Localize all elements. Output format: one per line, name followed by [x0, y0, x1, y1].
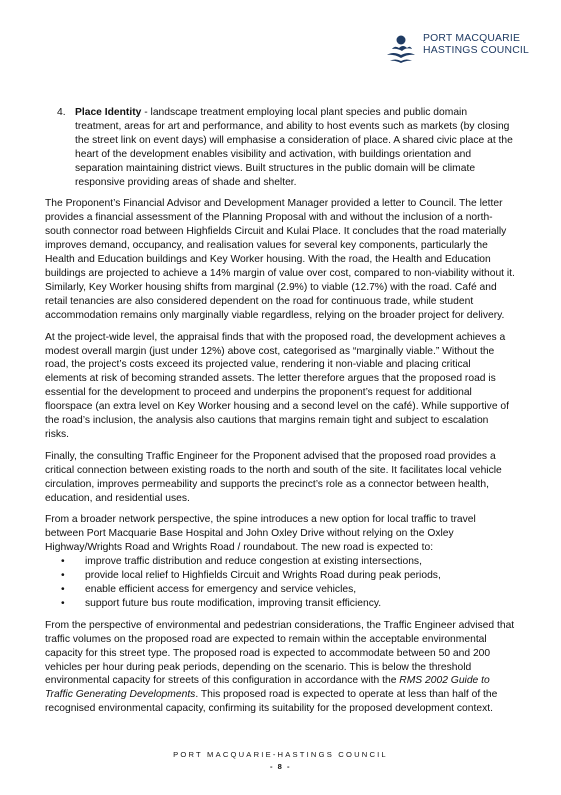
bullet-icon: •: [61, 584, 65, 595]
list-item: • improve traffic distribution and reduce congestion at existing intersections,: [61, 556, 422, 568]
expected-outcomes-list: [45, 555, 515, 611]
list-item: • support future bus route modification, improving transit efficiency.: [61, 597, 382, 609]
item-text: - landscape treatment employing local plant species and public domain treatment, areas for art and performance, and ability to host events such as markets (by closing the street link on event days) will emphasise a consideration of place. A shared civic place at the heart of the development enables visibility and activation, with buildings orientation and separation maintaining district views. Built structures in the public domain will be climate responsive providing areas of shade and shelter.: [75, 107, 513, 188]
logo-line-2: HASTINGS COUNCIL: [423, 45, 529, 56]
list-item: • provide local relief to Highfields Circuit and Wrights Road during peak periods,: [61, 570, 441, 582]
bullet-icon: •: [61, 556, 65, 568]
item-title: Place Identity: [75, 107, 142, 118]
page-footer: [0, 749, 561, 773]
council-logo: [383, 29, 533, 71]
logo-line-1: PORT MACQUARIE: [423, 33, 521, 44]
paragraph-traffic-engineer: Finally, the consulting Traffic Engineer for the Proponent advised that the proposed road provides a critical connection between existing roads to the north and south of the site. It facilitates local vehicle circulation, improves permeability and supports the precinct’s role as a connector between health, education, and residential uses.: [45, 450, 502, 504]
footer-org: PORT MACQUARIE-HASTINGS COUNCIL: [173, 750, 388, 759]
paragraph-environmental: From the perspective of environmental and pedestrian considerations, the Traffic Engineer advised that traffic volumes on the proposed road are expected to remain within the acceptable environmental capacity for this street type. The proposed road is expected to accommodate between 50 and 200 vehicles per hour during peak periods, depending on the scenario. This is below the threshold environmental capacity for streets of this configuration in accordance with the RMS 2002 Guide to Traffic Generating Developments. This proposed road is expected to operate at less than half of the recognised environmental capacity, confirming its suitability for the proposed development context.: [45, 619, 515, 715]
document-body: [45, 106, 515, 724]
page-number: - 8 -: [269, 762, 291, 771]
item-number: 4.: [57, 107, 66, 118]
bullet-icon: •: [61, 597, 65, 609]
council-logo-icon: [383, 31, 419, 67]
paragraph-financial-letter: The Proponent’s Financial Advisor and Development Manager provided a letter to Council. The letter provides a financial assessment of the Planning Proposal with and without the inclusion of a north-south connector road between Highfields Circuit and Kulai Place. It concludes that the road materially improves demand, occupancy, and realisation values for several key components, particularly the Health and Education buildings and Key Worker housing. With the road, the Health and Education buildings are projected to achieve a 14% margin of value over cost, compared to non-viability without it. Similarly, Key Worker housing shifts from marginal (2.9%) to viable (12.7%) with the road. Café and retail tenancies are also considered dependent on the road for continuous trade, while student accommodation remains only marginally viable regardless, relying on the broader project for delivery.: [45, 198, 515, 321]
list-item: • enable efficient access for emergency and service vehicles,: [61, 584, 357, 595]
paragraph-project-wide: At the project-wide level, the appraisal finds that with the proposed road, the development achieves a modest overall margin (just under 12%) above cost, categorised as “marginally viable.” Without the road, the project’s costs exceed its projected value, rendering it non-viable and placing critical elements at risk of becoming stranded assets. The letter therefore argues that the proposed road is essential for the development to proceed and underpins the proponent’s request for additional floorspace (an extra level on Key Worker housing and a second level on the café). While supportive of the road’s inclusion, the analysis also cautions that margins remain tight and subject to escalation risks.: [45, 331, 509, 440]
bullet-icon: •: [61, 570, 65, 582]
paragraph-network: From a broader network perspective, the spine introduces a new option for local traffic to travel between Port Macquarie Base Hospital and John Oxley Drive without relying on the Oxley Highway/Wrights Road and Wrights Road / roundabout. The new road is expected to:: [45, 514, 476, 554]
item-body: [75, 106, 515, 189]
numbered-item-4: [45, 106, 515, 189]
guide-title: RMS 2002 Guide to Traffic Generating Developments: [45, 675, 490, 701]
